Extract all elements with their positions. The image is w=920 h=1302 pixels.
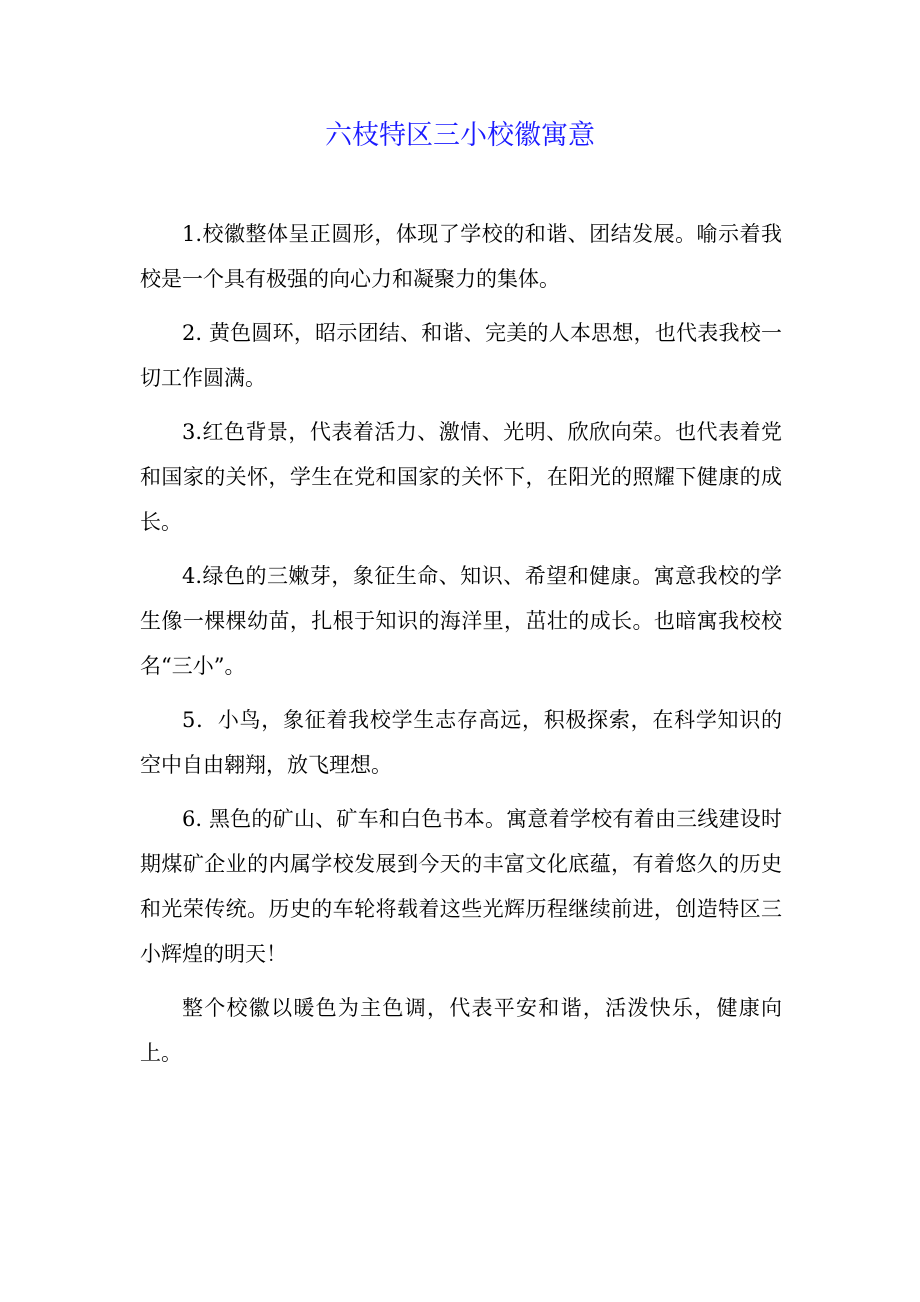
document-body [140,212,782,1085]
paragraph-6: 6. 黑色的矿山、矿车和白色书本。寓意着学校有着由三线建设时期煤矿企业的内属学校发展到今天的丰富文化底蕴，有着悠久的历史和光荣传统。历史的车轮将载着这些光辉历程继续前进，创造特区三小辉煌的明天！ [140,807,782,966]
paragraph-5: 5．小鸟，象征着我校学生志存高远，积极探索，在科学知识的空中自由翱翔，放飞理想。 [140,708,782,777]
paragraph-4: 4.绿色的三嫩芽，象征生命、知识、希望和健康。寓意我校的学生像一棵棵幼苗，扎根于知识的海洋里，茁壮的成长。也暗寓我校校名“三小”。 [140,564,782,678]
paragraph-1: 1.校徽整体呈正圆形，体现了学校的和谐、团结发展。喻示着我校是一个具有极强的向心力和凝聚力的集体。 [140,222,782,291]
paragraph-2: 2. 黄色圆环，昭示团结、和谐、完美的人本思想，也代表我校一切工作圆满。 [140,321,782,390]
document-title: 六枝特区三小校徽寓意 [325,120,595,151]
paragraph-7: 整个校徽以暖色为主色调，代表平安和谐，活泼快乐，健康向上。 [140,996,782,1065]
paragraph-3: 3.红色背景，代表着活力、激情、光明、欣欣向荣。也代表着党和国家的关怀，学生在党和国家的关怀下，在阳光的照耀下健康的成长。 [140,420,782,534]
